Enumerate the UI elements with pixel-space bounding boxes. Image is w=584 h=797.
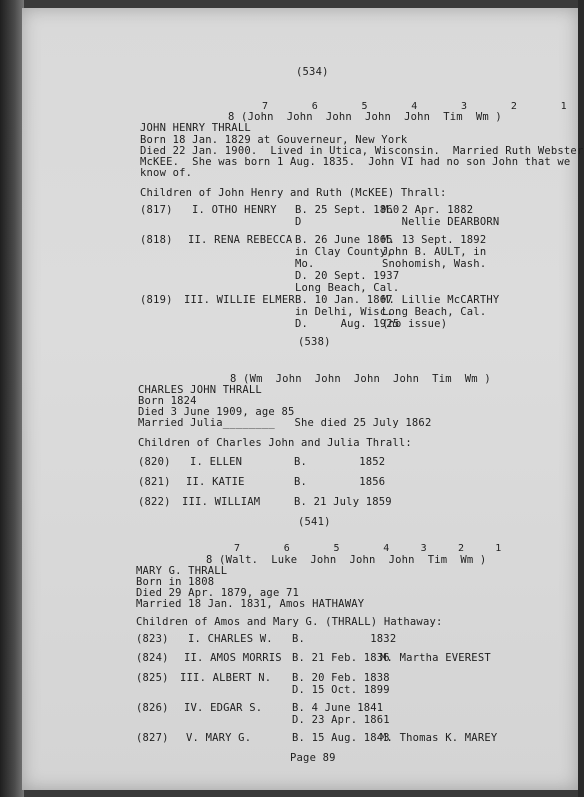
- birth-line: B. 26 June 1865: [295, 234, 393, 246]
- bio-line: Married 18 Jan. 1831, Amos HATHAWAY: [136, 598, 365, 610]
- birth-line: Mo.: [295, 258, 315, 270]
- entry-number: (827): [136, 732, 169, 744]
- bio-line: Born 1824: [138, 395, 197, 407]
- cross-reference: (541): [298, 516, 331, 528]
- entry-number: (818): [140, 234, 173, 246]
- children-heading: Children of Charles John and Julia Thrall:: [138, 437, 412, 449]
- birth-line: in Delhi, Wisc.: [295, 306, 393, 318]
- bio-line: Born 18 Jan. 1829 at Gouverneur, New York: [140, 134, 408, 146]
- children-heading: Children of Amos and Mary G. (THRALL) Hathaway:: [136, 616, 443, 628]
- person-name: MARY G. THRALL: [136, 565, 228, 577]
- death-line: D. 15 Oct. 1899: [292, 684, 390, 696]
- entry-number: (823): [136, 633, 169, 645]
- child-name: II. AMOS MORRIS: [184, 652, 282, 664]
- spouse-line: M. Martha EVEREST: [380, 652, 491, 664]
- spouse-line: Long Beach, Cal.: [382, 306, 487, 318]
- bio-line: know of.: [140, 167, 193, 179]
- bio-line: Died 3 June 1909, age 85: [138, 406, 295, 418]
- book-spine: [0, 0, 24, 797]
- spouse-line: (no issue): [382, 318, 448, 330]
- generation-names: 8 (Wm John John John John Tim Wm ): [230, 373, 491, 385]
- birth-line: B. 20 Feb. 1838: [292, 672, 390, 684]
- bio-line: Died 29 Apr. 1879, age 71: [136, 587, 300, 599]
- child-name: II. KATIE: [186, 476, 245, 488]
- spouse-line: Snohomish, Wash.: [382, 258, 487, 270]
- generation-names: 8 (John John John John John Tim Wm ): [228, 111, 502, 123]
- birth-line: B. 1852: [294, 456, 386, 468]
- children-heading: Children of John Henry and Ruth (McKEE) Thrall:: [140, 187, 447, 199]
- birth-line: B. 15 Aug. 1843: [292, 732, 390, 744]
- death-line: D. Aug. 1925: [295, 318, 400, 330]
- entry-number: (826): [136, 702, 169, 714]
- person-name: JOHN HENRY THRALL: [140, 122, 251, 134]
- generation-numbers: 7 6 5 4 3 2 1: [234, 543, 502, 554]
- spouse-line: Nellie DEARBORN: [382, 216, 500, 228]
- entry-number: (817): [140, 204, 173, 216]
- child-name: I. ELLEN: [190, 456, 243, 468]
- page-edge: [578, 0, 584, 797]
- death-line: Long Beach, Cal.: [295, 282, 400, 294]
- spouse-line: M. Thomas K. MAREY: [380, 732, 498, 744]
- birth-line: B. 21 Feb. 1836: [292, 652, 390, 664]
- spouse-line: M. 2 Apr. 1882: [382, 204, 474, 216]
- entry-number: (825): [136, 672, 169, 684]
- child-name: III. WILLIAM: [182, 496, 261, 508]
- child-name: V. MARY G.: [186, 732, 252, 744]
- birth-line: B. 1832: [292, 633, 397, 645]
- birth-line: B. 21 July 1859: [294, 496, 392, 508]
- child-name: III. WILLIE ELMER: [184, 294, 295, 306]
- cross-reference: (538): [298, 336, 331, 348]
- generation-names: 8 (Walt. Luke John John John Tim Wm ): [206, 554, 487, 566]
- child-name: I. OTHO HENRY: [192, 204, 277, 216]
- child-name: I. CHARLES W.: [188, 633, 273, 645]
- bio-line: Died 22 Jan. 1900. Lived in Utica, Wisconsin. Married Ruth Webster: [140, 145, 584, 157]
- birth-line: B. 10 Jan. 1867: [295, 294, 393, 306]
- child-name: III. ALBERT N.: [180, 672, 272, 684]
- bio-line: Married Julia________ She died 25 July 1862: [138, 417, 432, 429]
- entry-number: (824): [136, 652, 169, 664]
- generation-numbers: 7 6 5 4 3 2 1: [262, 101, 567, 112]
- entry-number: (819): [140, 294, 173, 306]
- birth-line: B. 4 June 1841: [292, 702, 384, 714]
- bio-line: McKEE. She was born 1 Aug. 1835. John VI had no son John that we: [140, 156, 571, 168]
- child-name: IV. EDGAR S.: [184, 702, 263, 714]
- spouse-line: M. Lillie McCARTHY: [382, 294, 500, 306]
- birth-line: B. 1856: [294, 476, 386, 488]
- child-name: II. RENA REBECCA: [188, 234, 293, 246]
- spouse-line: John B. AULT, in: [382, 246, 487, 258]
- death-line: D. 23 Apr. 1861: [292, 714, 390, 726]
- entry-number: (820): [138, 456, 171, 468]
- entry-number: (822): [138, 496, 171, 508]
- person-name: CHARLES JOHN THRALL: [138, 384, 262, 396]
- bio-line: Born in 1808: [136, 576, 215, 588]
- page-number-top: (534): [296, 66, 329, 78]
- death-line: D. 20 Sept. 1937: [295, 270, 400, 282]
- birth-line: B. 25 Sept. 1860: [295, 204, 400, 216]
- spouse-line: M. 13 Sept. 1892: [382, 234, 487, 246]
- birth-line: in Clay County,: [295, 246, 393, 258]
- entry-number: (821): [138, 476, 171, 488]
- birth-line: D: [295, 216, 302, 228]
- page-footer: Page 89: [290, 752, 336, 764]
